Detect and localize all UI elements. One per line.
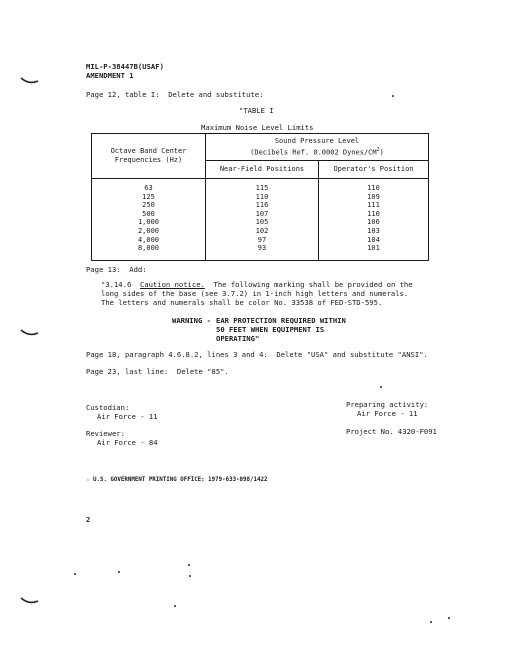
scan-speck [74, 573, 76, 575]
caution-paragraph-line1 [101, 280, 413, 289]
scan-speck [430, 621, 432, 623]
scan-speck [174, 605, 176, 607]
freq-cell: 250 [142, 201, 155, 210]
scan-speck [392, 95, 394, 97]
operator-column [319, 179, 429, 261]
scan-speck [188, 564, 190, 566]
operator-cell: 109 [367, 192, 380, 201]
custodian-label: Custodian: [86, 403, 130, 412]
near-cell: 93 [257, 244, 267, 253]
operator-cell: 103 [367, 226, 380, 235]
spl-header [206, 134, 429, 161]
freq-cell: 2,000 [137, 226, 160, 235]
operator-cell: 110 [367, 184, 380, 192]
scan-speck [448, 617, 450, 619]
scan-speck [380, 386, 382, 388]
frequency-header-line2: Frequencies (Hz) [114, 156, 183, 164]
spl-header-line1: Sound Pressure Level [274, 137, 360, 146]
reviewer-label: Reviewer: [86, 429, 125, 438]
warning-line1: EAR PROTECTION REQUIRED WITHIN [216, 316, 346, 325]
caution-paragraph-line2: long sides of the base (see 3.7.2) in 1-inch high letters and numerals. [101, 289, 409, 298]
warning-line3: OPERATING" [216, 334, 260, 343]
page-number: 2 [86, 515, 91, 524]
table-label: "TABLE I [239, 106, 274, 115]
near-field-header: Near-Field Positions [206, 161, 319, 179]
near-cell: 116 [255, 201, 269, 210]
spl-header-line2: (Decibels Ref. 0.0002 Dynes/CM [250, 148, 377, 157]
near-cell: 110 [255, 192, 269, 201]
binder-hole-mark-middle [20, 328, 40, 338]
change-page-12: Page 12, table I: Delete and substitute: [86, 90, 264, 99]
near-field-column [206, 179, 319, 261]
custodian-value: Air Force - 11 [97, 412, 158, 421]
near-cell: 115 [255, 184, 269, 192]
freq-cell: 63 [144, 184, 153, 192]
warning-label: WARNING - [172, 316, 211, 325]
reviewer-value: Air Force - 84 [97, 438, 158, 447]
preparing-activity-value: Air Force - 11 [357, 409, 418, 418]
near-cell: 97 [257, 235, 267, 244]
amendment-label: AMENDMENT 1 [86, 71, 134, 80]
table-title: Maximum Noise Level Limits [201, 123, 314, 132]
warning-line2: 50 FEET WHEN EQUIPMENT IS [216, 325, 325, 334]
near-cell: 107 [255, 209, 269, 218]
operator-cell: 101 [367, 244, 380, 253]
spl-header-close: ) [379, 148, 384, 157]
scan-speck [189, 575, 191, 577]
frequency-column [92, 179, 206, 261]
change-page-23: Page 23, last line: Delete "85". [86, 367, 229, 376]
near-cell: 102 [255, 226, 269, 235]
noise-level-table [91, 133, 429, 261]
gpo-imprint: ☆ U.S. GOVERNMENT PRINTING OFFICE: 1979-633-098/1422 [86, 477, 268, 483]
spec-number: MIL-P-38447B(USAF) [86, 62, 164, 71]
operator-cell: 104 [367, 235, 380, 244]
scan-speck [118, 571, 120, 573]
frequency-header [92, 134, 206, 179]
frequency-header-line1: Octave Band Center [110, 147, 187, 156]
para-text-line1: The following marking shall be provided on the [213, 280, 413, 289]
change-page-18: Page 18, paragraph 4.6.8.2, lines 3 and 4: Delete "USA" and substitute "ANSI". [86, 350, 428, 359]
freq-cell: 1,000 [137, 218, 160, 227]
operator-cell: 110 [367, 209, 380, 218]
near-cell: 105 [255, 218, 269, 227]
freq-cell: 500 [142, 209, 155, 218]
freq-cell: 4,000 [137, 235, 160, 244]
binder-hole-mark-top [20, 76, 40, 86]
preparing-activity-label: Preparing activity: [346, 400, 429, 409]
freq-cell: 125 [142, 192, 155, 201]
spl-header-superscript: 2 [376, 146, 380, 153]
change-page-13-label: Page 13: Add: [86, 265, 147, 274]
operator-cell: 111 [367, 201, 380, 210]
para-title: Caution notice. [139, 280, 205, 289]
caution-paragraph-line3: The letters and numerals shall be color No. 33538 of FED-STD-595. [101, 298, 383, 307]
operator-header: Operator's Position [319, 161, 429, 179]
project-number: Project No. 4320-F091 [346, 427, 437, 436]
freq-cell: 8,000 [137, 244, 160, 253]
binder-hole-mark-bottom [20, 596, 40, 606]
operator-cell: 106 [367, 218, 380, 227]
para-number: "3.14.6 [101, 280, 132, 289]
